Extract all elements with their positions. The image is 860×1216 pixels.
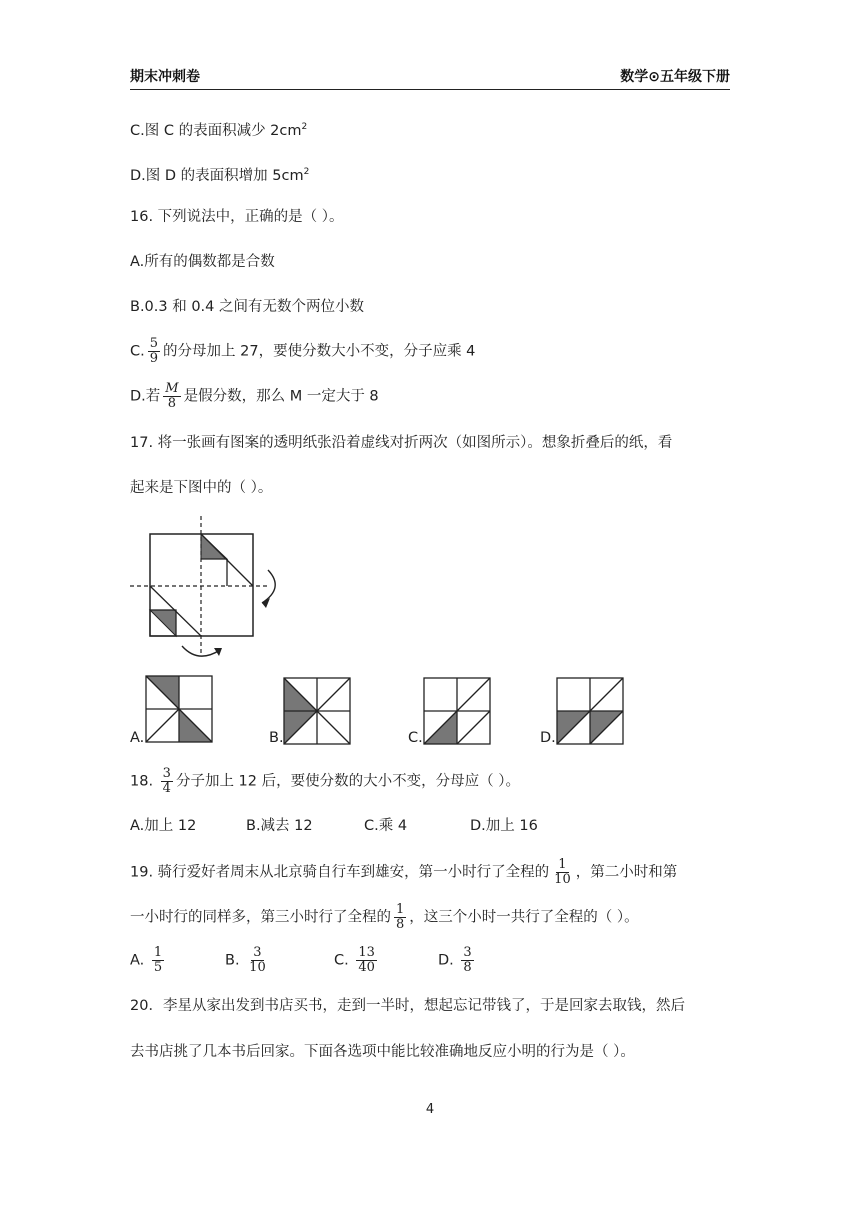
q19-fraction-2 bbox=[394, 903, 406, 932]
fraction-denominator: 40 bbox=[358, 960, 375, 975]
q18-option-a[interactable]: A.加上 12 bbox=[130, 818, 197, 834]
q17-option-c-figure[interactable] bbox=[424, 678, 491, 744]
q16-option-a: A.所有的偶数都是合数 bbox=[130, 254, 275, 270]
fraction-denominator: 9 bbox=[149, 351, 159, 366]
header-title: 期末冲刺卷 bbox=[130, 69, 200, 85]
option-label: D. bbox=[438, 952, 454, 969]
q17-stem-line2: 起来是下图中的（ ）。 bbox=[130, 480, 273, 496]
q18-fraction bbox=[161, 767, 173, 796]
q16-option-b: B.0.3 和 0.4 之间有无数个两位小数 bbox=[130, 299, 365, 315]
q19-stem-line1 bbox=[130, 858, 677, 887]
q16-option-c-label: C. bbox=[130, 343, 145, 360]
fraction-denominator: 8 bbox=[167, 396, 177, 411]
q19-options bbox=[130, 946, 477, 975]
q20-stem-line1: 20．李星从家出发到书店买书，走到一半时，想起忘记带钱了，于是回家去取钱，然后 bbox=[130, 998, 685, 1014]
q17-option-a-figure[interactable] bbox=[146, 676, 213, 743]
fraction-numerator: 3 bbox=[253, 945, 262, 960]
q16-option-d-text: 是假分数，那么 M 一定大于 8 bbox=[183, 388, 379, 405]
q18-option-b[interactable]: B.减去 12 bbox=[246, 818, 313, 834]
fraction-denominator: 5 bbox=[153, 960, 163, 975]
fraction-numerator: 3 bbox=[463, 945, 472, 960]
q19-text-4: ，这三个小时一共行了全程的（ ）。 bbox=[409, 909, 639, 926]
q19-stem-line2 bbox=[130, 903, 639, 932]
q15-option-c-sup: 2 bbox=[301, 122, 308, 132]
q19-text-3: 一小时行的同样多，第三小时行了全程的 bbox=[130, 909, 391, 926]
q18-stem bbox=[130, 767, 520, 796]
q18-number: 18. bbox=[130, 773, 154, 790]
q18-text: 分子加上 12 后，要使分数的大小不变，分母应（ ）。 bbox=[175, 773, 520, 790]
q16-option-c-text: 的分母加上 27，要使分数大小不变，分子应乘 4 bbox=[163, 343, 476, 360]
fraction-numerator: 1 bbox=[558, 857, 567, 872]
q19-text-1: 19. 骑行爱好者周末从北京骑自行车到雄安，第一小时行了全程的 bbox=[130, 864, 550, 881]
option-fraction bbox=[356, 946, 377, 975]
q17-option-d-figure[interactable] bbox=[557, 678, 624, 744]
q18-option-d[interactable]: D.加上 16 bbox=[470, 818, 538, 834]
fraction-numerator: 1 bbox=[396, 902, 405, 917]
fraction-denominator: 8 bbox=[463, 960, 472, 975]
q17-option-b-label: B. bbox=[269, 730, 284, 746]
q19-fraction-1 bbox=[552, 858, 573, 887]
fraction-denominator: 4 bbox=[162, 781, 171, 796]
option-label: B. bbox=[225, 952, 240, 969]
q17-stem-line1: 17. 将一张画有图案的透明纸张沿着虚线对折两次（如图所示）。想象折叠后的纸，看 bbox=[130, 435, 673, 451]
option-fraction bbox=[152, 946, 164, 975]
fraction-denominator: 10 bbox=[554, 872, 571, 887]
option-fraction bbox=[247, 946, 268, 975]
q19-option-a[interactable] bbox=[130, 946, 225, 975]
fraction-numerator: 1 bbox=[153, 945, 163, 960]
q20-stem-line2: 去书店挑了几本书后回家。下面各选项中能比较准确地反应小明的行为是（ ）。 bbox=[130, 1044, 635, 1060]
q17-option-d-label: D. bbox=[540, 730, 556, 746]
q15-option-c-text: C.图 C 的表面积减少 2cm bbox=[130, 122, 302, 139]
page-number: 4 bbox=[425, 1102, 435, 1117]
q19-option-b[interactable] bbox=[225, 946, 334, 975]
q15-option-d-sup: 2 bbox=[303, 167, 310, 177]
fraction-denominator: 8 bbox=[396, 917, 405, 932]
q18-options bbox=[130, 816, 538, 836]
q19-option-c[interactable] bbox=[334, 946, 438, 975]
q17-option-c-label: C. bbox=[408, 730, 423, 746]
q19-option-d[interactable] bbox=[438, 946, 477, 975]
q17-option-a-label: A. bbox=[130, 730, 145, 746]
header-subject: 数学⊙五年级下册 bbox=[620, 69, 730, 85]
q18-option-c[interactable]: C.乘 4 bbox=[364, 818, 408, 834]
fraction-numerator: 5 bbox=[149, 336, 159, 351]
option-label: C. bbox=[334, 952, 349, 969]
q19-text-2: ，第二小时和第 bbox=[575, 864, 678, 881]
option-fraction bbox=[461, 946, 473, 975]
option-label: A. bbox=[130, 952, 145, 969]
q16-option-d-label: D.若 bbox=[130, 388, 161, 405]
q17-option-b-figure[interactable] bbox=[284, 678, 351, 744]
fraction-numerator: M bbox=[165, 381, 179, 396]
q15-option-d-text: D.图 D 的表面积增加 5cm bbox=[130, 167, 304, 184]
q16-stem: 16. 下列说法中，正确的是（ ）。 bbox=[130, 209, 344, 225]
fraction-denominator: 10 bbox=[249, 960, 266, 975]
fraction-numerator: 3 bbox=[162, 766, 171, 781]
fraction-numerator: 13 bbox=[358, 945, 375, 960]
